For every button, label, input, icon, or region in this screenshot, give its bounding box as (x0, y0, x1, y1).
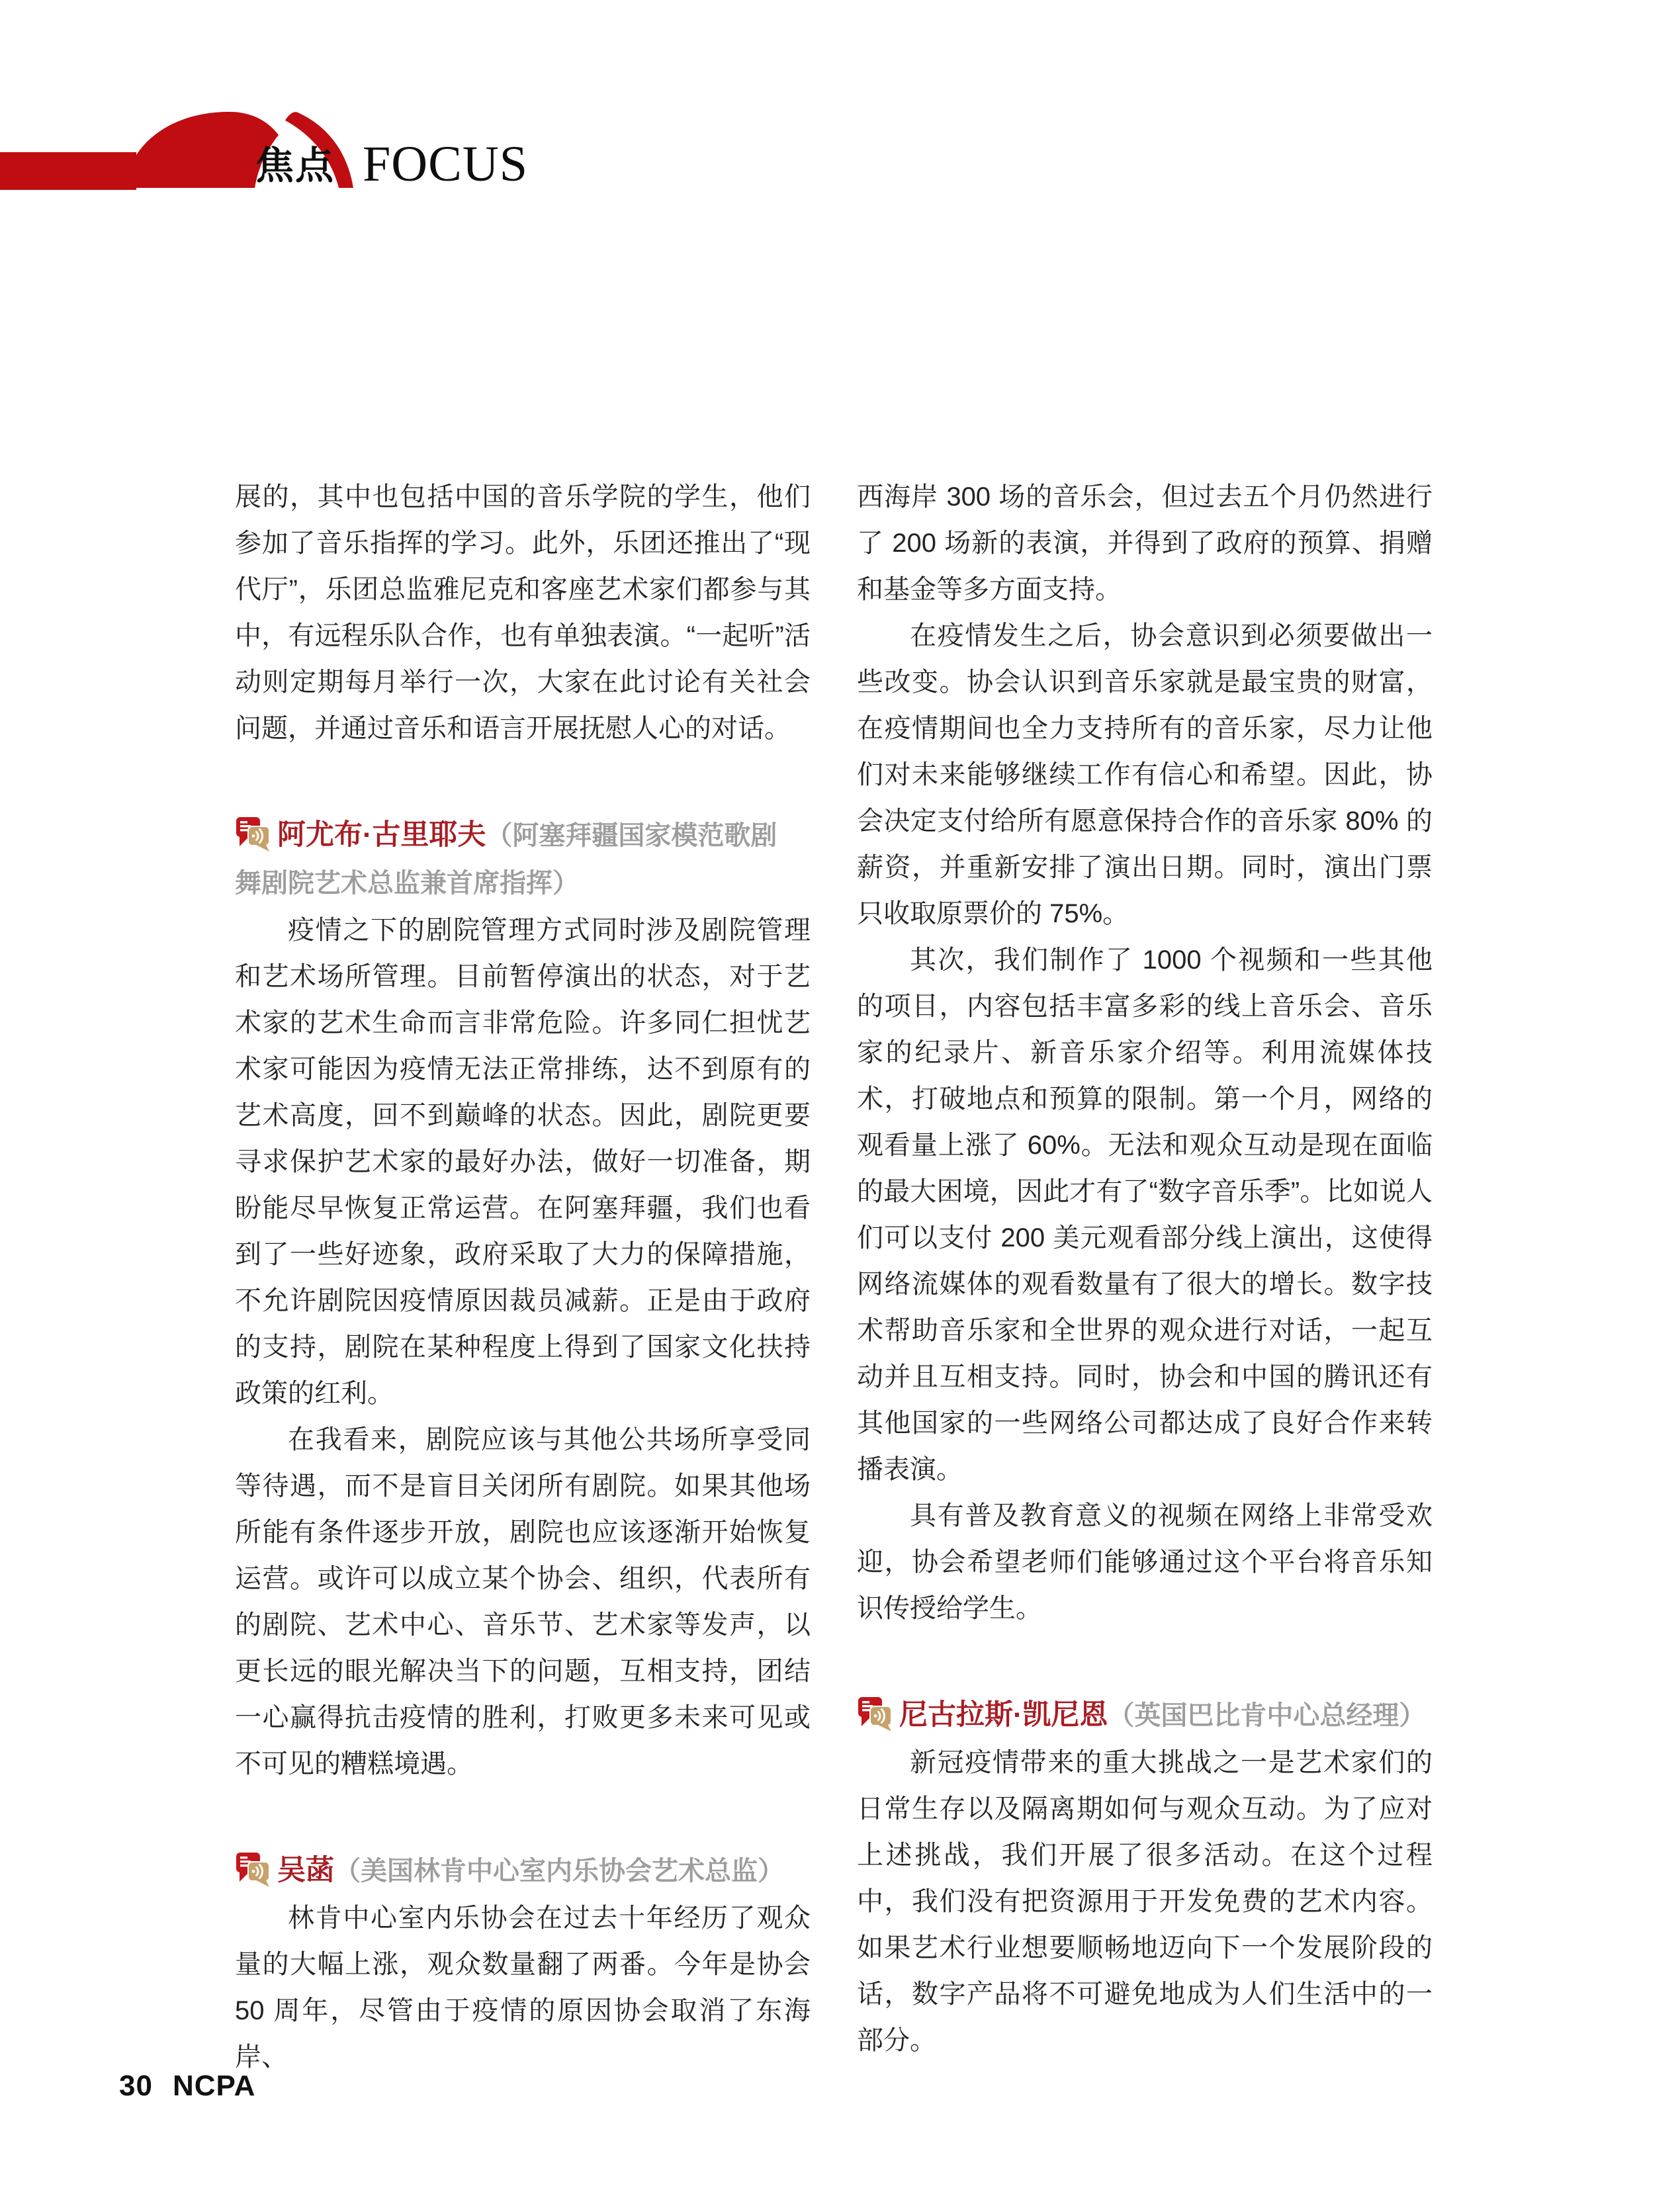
section-title-en: FOCUS (363, 136, 528, 192)
page-footer (119, 2070, 255, 2103)
paragraph: 新冠疫情带来的重大挑战之一是艺术家们的日常生存以及隔离期如何与观众互动。为了应对上述挑战，我们开展了很多活动。在这个过程中，我们没有把资源用于开发免费的艺术内容。如果艺术行业想要顺畅地迈向下一个发展阶段的话，数字产品将不可避免地成为人们生活中的一部分。 (857, 1748, 1433, 2055)
speaker-title: （英国巴比肯中心总经理） (1108, 1701, 1426, 1730)
paragraph: 西海岸 300 场的音乐会，但过去五个月仍然进行了 200 场新的表演，并得到了政府的预算、捐赠和基金等多方面支持。 (857, 482, 1433, 604)
speaker-title: （阿塞拜疆国家模范歌剧 (486, 821, 777, 850)
paragraph: 其次，我们制作了 1000 个视频和一些其他的项目，内容包括丰富多彩的线上音乐会、音乐家的纪录片、新音乐家介绍等。利用流媒体技术，打破地点和预算的限制。第一个月，网络的观看量上涨了 60%。无法和观众互动是现在面临的最大困境，因此才有了“数字音乐季”。比如说人们可以支付 200 美元观看部分线上演出，这使得网络流媒体的观看数量有了很大的增长。数字技术帮助音乐家和全世界的观众进行对话，一起互动并且互相支持。同时，协会和中国的腾讯还有其他国家的一些网络公司都达成了良好合作来转播表演。 (857, 945, 1433, 1484)
page-number: 30 (119, 2070, 153, 2102)
paragraph: 林肯中心室内乐协会在过去十年经历了观众量的大幅上涨，观众数量翻了两番。今年是协会 50 周年，尽管由于疫情的原因协会取消了东海岸、 (235, 1904, 811, 2072)
speech-bubbles-icon (857, 1697, 893, 1731)
brand-name: NCPA (172, 2070, 256, 2102)
paragraph: 疫情之下的剧院管理方式同时涉及剧院管理和艺术场所管理。目前暂停演出的状态，对于艺术家的艺术生命而言非常危险。许多同仁担忧艺术家可能因为疫情无法正常排练，达不到原有的艺术高度，回不到巅峰的状态。因此，剧院更要寻求保护艺术家的最好办法，做好一切准备，期盼能尽早恢复正常运营。在阿塞拜疆，我们也看到了一些好迹象，政府采取了大力的保障措施，不允许剧院因疫情原因裁员减薪。正是由于政府的支持，剧院在某种程度上得到了国家文化扶持政策的红利。 (235, 916, 811, 1408)
speaker-name: 吴菡 (277, 1855, 334, 1886)
paragraph: 在疫情发生之后，协会意识到必须要做出一些改变。协会认识到音乐家就是最宝贵的财富，在疫情期间也全力支持所有的音乐家，尽力让他们对未来能够继续工作有信心和希望。因此，协会决定支付给所有愿意保持合作的音乐家 80% 的薪资，并重新安排了演出日期。同时，演出门票只收取原票价的 75%。 (857, 621, 1433, 928)
section-title-cn: 焦点 (255, 144, 335, 187)
red-accent-bar (0, 152, 136, 190)
speech-bubbles-icon (235, 1853, 271, 1887)
paragraph: 展的，其中也包括中国的音乐学院的学生，他们参加了音乐指挥的学习。此外，乐团还推出了“现代厅”，乐团总监雅尼克和客座艺术家们都参与其中，有远程乐队合作，也有单独表演。“一起听”活动则定期每月举行一次，大家在此讨论有关社会问题，并通过音乐和语言开展抚慰人心的对话。 (235, 482, 811, 743)
paragraph: 具有普及教育意义的视频在网络上非常受欢迎，协会希望老师们能够通过这个平台将音乐知识传授给学生。 (857, 1501, 1433, 1623)
speaker-heading-guliyev (235, 811, 811, 907)
left-column (235, 474, 811, 2080)
speaker-name: 阿尤布·古里耶夫 (277, 819, 486, 851)
speaker-title: （美国林肯中心室内乐协会艺术总监） (334, 1857, 784, 1886)
speech-bubbles-icon (235, 817, 271, 852)
speaker-heading-wu-han (235, 1847, 811, 1895)
right-column (857, 474, 1433, 2064)
speaker-title: 舞剧院艺术总监兼首席指挥） (235, 869, 579, 898)
speaker-heading-kenyon (857, 1691, 1433, 1739)
speaker-name: 尼古拉斯·凯尼恩 (899, 1699, 1108, 1731)
paragraph: 在我看来，剧院应该与其他公共场所享受同等待遇，而不是盲目关闭所有剧院。如果其他场所能有条件逐步开放，剧院也应该逐渐开始恢复运营。或许可以成立某个协会、组织，代表所有的剧院、艺术中心、音乐节、艺术家等发声，以更长远的眼光解决当下的问题，互相支持，团结一心赢得抗击疫情的胜利，打败更多未来可见或不可见的糟糕境遇。 (235, 1425, 811, 1778)
